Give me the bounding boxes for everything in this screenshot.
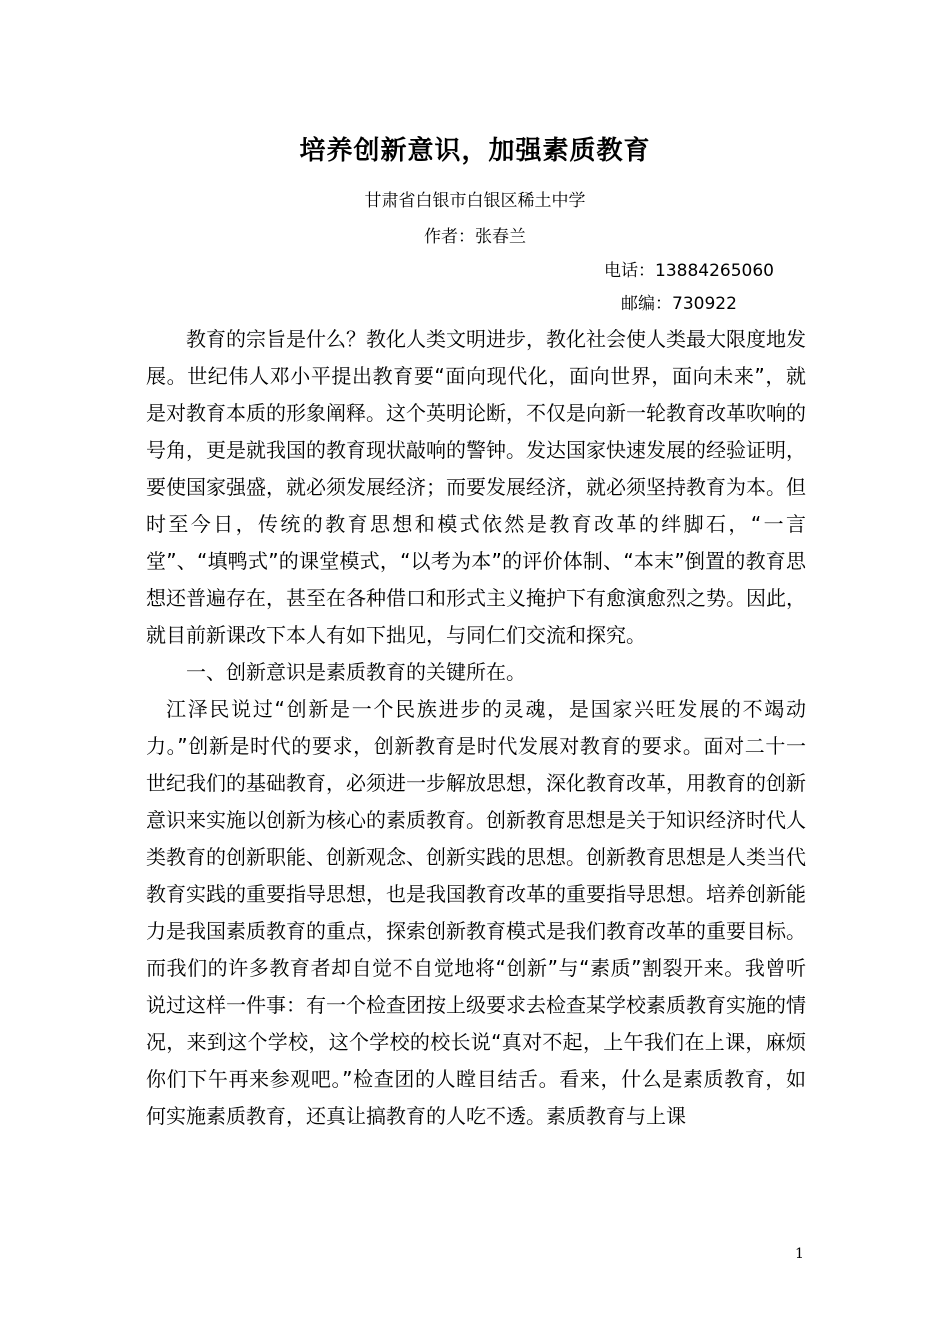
paragraph-innovation: 江泽民说过“创新是一个民族进步的灵魂，是国家兴旺发展的不竭动力。”创新是时代的要求，创新教育是时代发展对教育的要求。面对二十一世纪我们的基础教育，必须进一步解放思想，深化教育改革，用教育的创新意识来实施以创新为核心的素质教育。创新教育思想是关于知识经济时代人类教育的创新职能、创新观念、创新实践的思想。创新教育思想是人类当代教育实践的重要指导思想，也是我国教育改革的重要指导思想。培养创新能力是我国素质教育的重点，探索创新教育模式是我们教育改革的重要目标。而我们的许多教育者却自觉不自觉地将“创新”与“素质”割裂开来。我曾听说过这样一件事：有一个检查团按上级要求去检查某学校素质教育实施的情况，来到这个学校，这个学校的校长说“真对不起，上午我们在上课，麻烦你们下午再来参观吧。”检查团的人瞠目结舌。看来，什么是素质教育，如何实施素质教育，还真让搞教育的人吃不透。素质教育与上课 bbox=[146, 697, 806, 1128]
document-body bbox=[146, 321, 806, 1135]
section-heading-1: 一、创新意识是素质教育的关键所在。 bbox=[186, 660, 526, 684]
page-number: 1 bbox=[795, 1246, 804, 1262]
zip-code-line: 邮编：730922 bbox=[621, 294, 737, 314]
paragraph-intro: 教育的宗旨是什么？教化人类文明进步，教化社会使人类最大限度地发展。世纪伟人邓小平提出教育要“面向现代化，面向世界，面向未来”，就是对教育本质的形象阐释。这个英明论断，不仅是向新一轮教育改革吹响的号角，更是就我国的教育现状敲响的警钟。发达国家快速发展的经验证明，要使国家强盛，就必须发展经济；而要发展经济，就必须坚持教育为本。但时至今日，传统的教育思想和模式依然是教育改革的绊脚石，“一言堂”、“填鸭式”的课堂模式，“以考为本”的评价体制、“本末”倒置的教育思想还普遍存在，甚至在各种借口和形式主义掩护下有愈演愈烈之势。因此，就目前新课改下本人有如下拙见，与同仁们交流和探究。 bbox=[146, 327, 806, 647]
school-name: 甘肃省白银市白银区稀土中学 bbox=[364, 191, 586, 211]
author-line: 作者：张春兰 bbox=[424, 227, 526, 247]
phone-line: 电话：13884265060 bbox=[604, 261, 774, 281]
document-title: 培养创新意识，加强素质教育 bbox=[299, 136, 651, 166]
